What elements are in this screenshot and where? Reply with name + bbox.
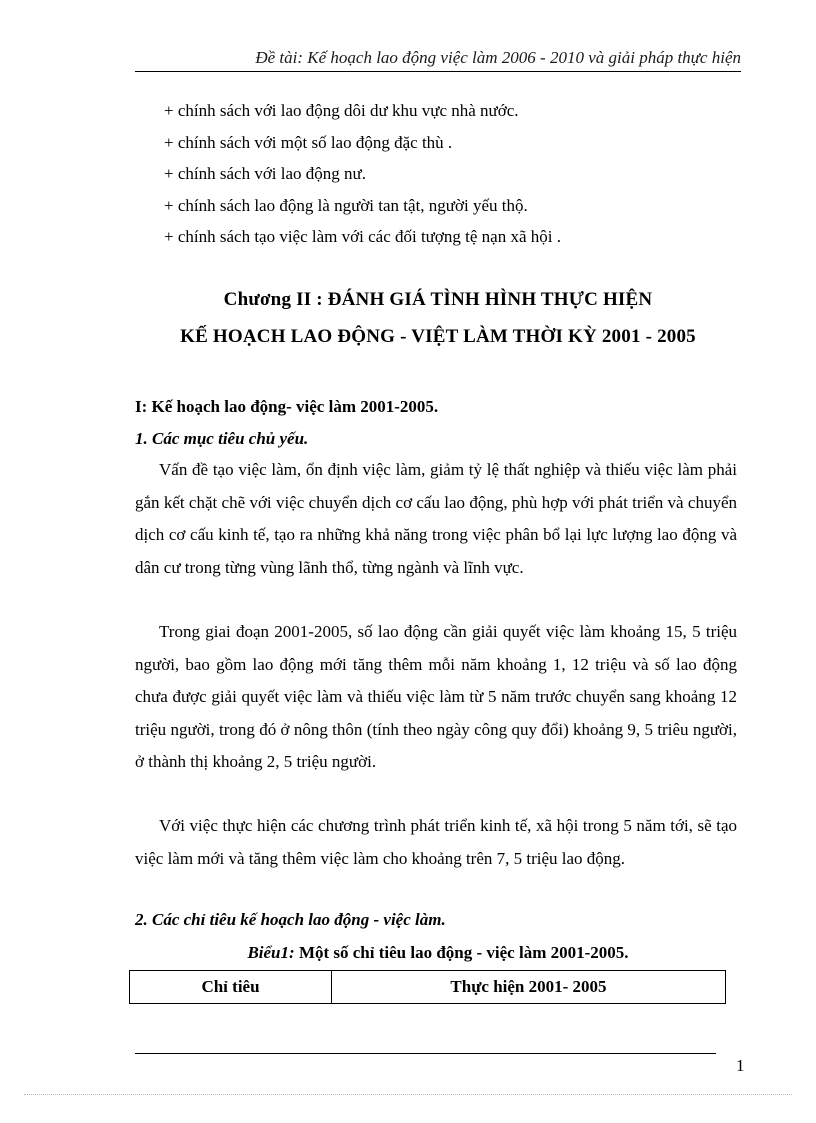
table-caption: [135, 943, 741, 963]
list-item: + chính sách với lao động nư.: [164, 164, 367, 183]
table-caption-text: Một số chỉ tiêu lao động - việc làm 2001-2005.: [294, 943, 629, 962]
paragraph: Vấn đề tạo việc làm, ổn định việc làm, giảm tỷ lệ thất nghiệp và thiếu việc làm phải gắn kết chặt chẽ với việc chuyển dịch cơ cấu lao động, phù hợp với phát triển và chuyển dịch cơ cấu kinh tế, tạo ra những khả năng trong việc phân bổ lại lực lượng lao động và dân cư trong từng vùng lãnh thổ, từng ngành và lĩnh vực.: [135, 460, 737, 577]
table-caption-label: Biểu1:: [247, 943, 295, 962]
subsection-heading: 1. Các mục tiêu chủ yếu.: [135, 429, 309, 448]
table-header-cell: Chỉ tiêu: [130, 971, 332, 1004]
page-header-title: Đề tài: Kế hoạch lao động việc làm 2006 - 2010 và giải pháp thực hiện: [255, 48, 741, 67]
paragraph: Với việc thực hiện các chương trình phát triển kinh tế, xã hội trong 5 năm tới, sẽ tạo việc làm mới và tăng thêm việc làm cho khoảng trên 7, 5 triệu lao động.: [135, 816, 737, 868]
list-item: + chính sách tạo việc làm với các đối tượng tệ nạn xã hội .: [164, 227, 561, 246]
header-rule: [135, 71, 741, 72]
list-item: + chính sách với một số lao động đặc thù .: [164, 132, 453, 152]
list-item: + chính sách với lao động dôi dư khu vực nhà nước.: [164, 101, 519, 120]
chapter-title-line2: KẾ HOẠCH LAO ĐỘNG - VIỆT LÀM THỜI KỲ 2001 - 2005: [180, 326, 696, 347]
indicators-table: [129, 970, 726, 1004]
page-boundary: [24, 1094, 792, 1095]
table-header-cell: Thực hiện 2001- 2005: [332, 971, 726, 1004]
list-item: + chính sách lao động là người tan tật, người yếu thộ.: [164, 195, 528, 215]
section-heading: I: Kế hoạch lao động- việc làm 2001-2005.: [135, 397, 439, 416]
policy-bullet-list: [164, 95, 561, 253]
subsection-heading: 2. Các chỉ tiêu kế hoạch lao động - việc làm.: [135, 910, 446, 929]
footer-rule: [135, 1053, 716, 1054]
paragraph: Trong giai đoạn 2001-2005, số lao động cần giải quyết việc làm khoảng 15, 5 triệu người, bao gồm lao động mới tăng thêm mỗi năm khoảng 1, 12 triệu và số lao động chưa được giải quyết việc làm và thiếu việc làm từ 5 năm trước chuyển sang khoảng 12 triệu người, trong đó ở nông thôn (tính theo ngày công quy đổi) khoảng 9, 5 triêu người, ở thành thị khoảng 2, 5 triệu người.: [135, 622, 737, 771]
page-number: 1: [736, 1056, 745, 1075]
chapter-title-line1: Chương II : ĐÁNH GIÁ TÌNH HÌNH THỰC HIỆN: [223, 289, 653, 310]
table-header-row: [130, 971, 726, 1004]
